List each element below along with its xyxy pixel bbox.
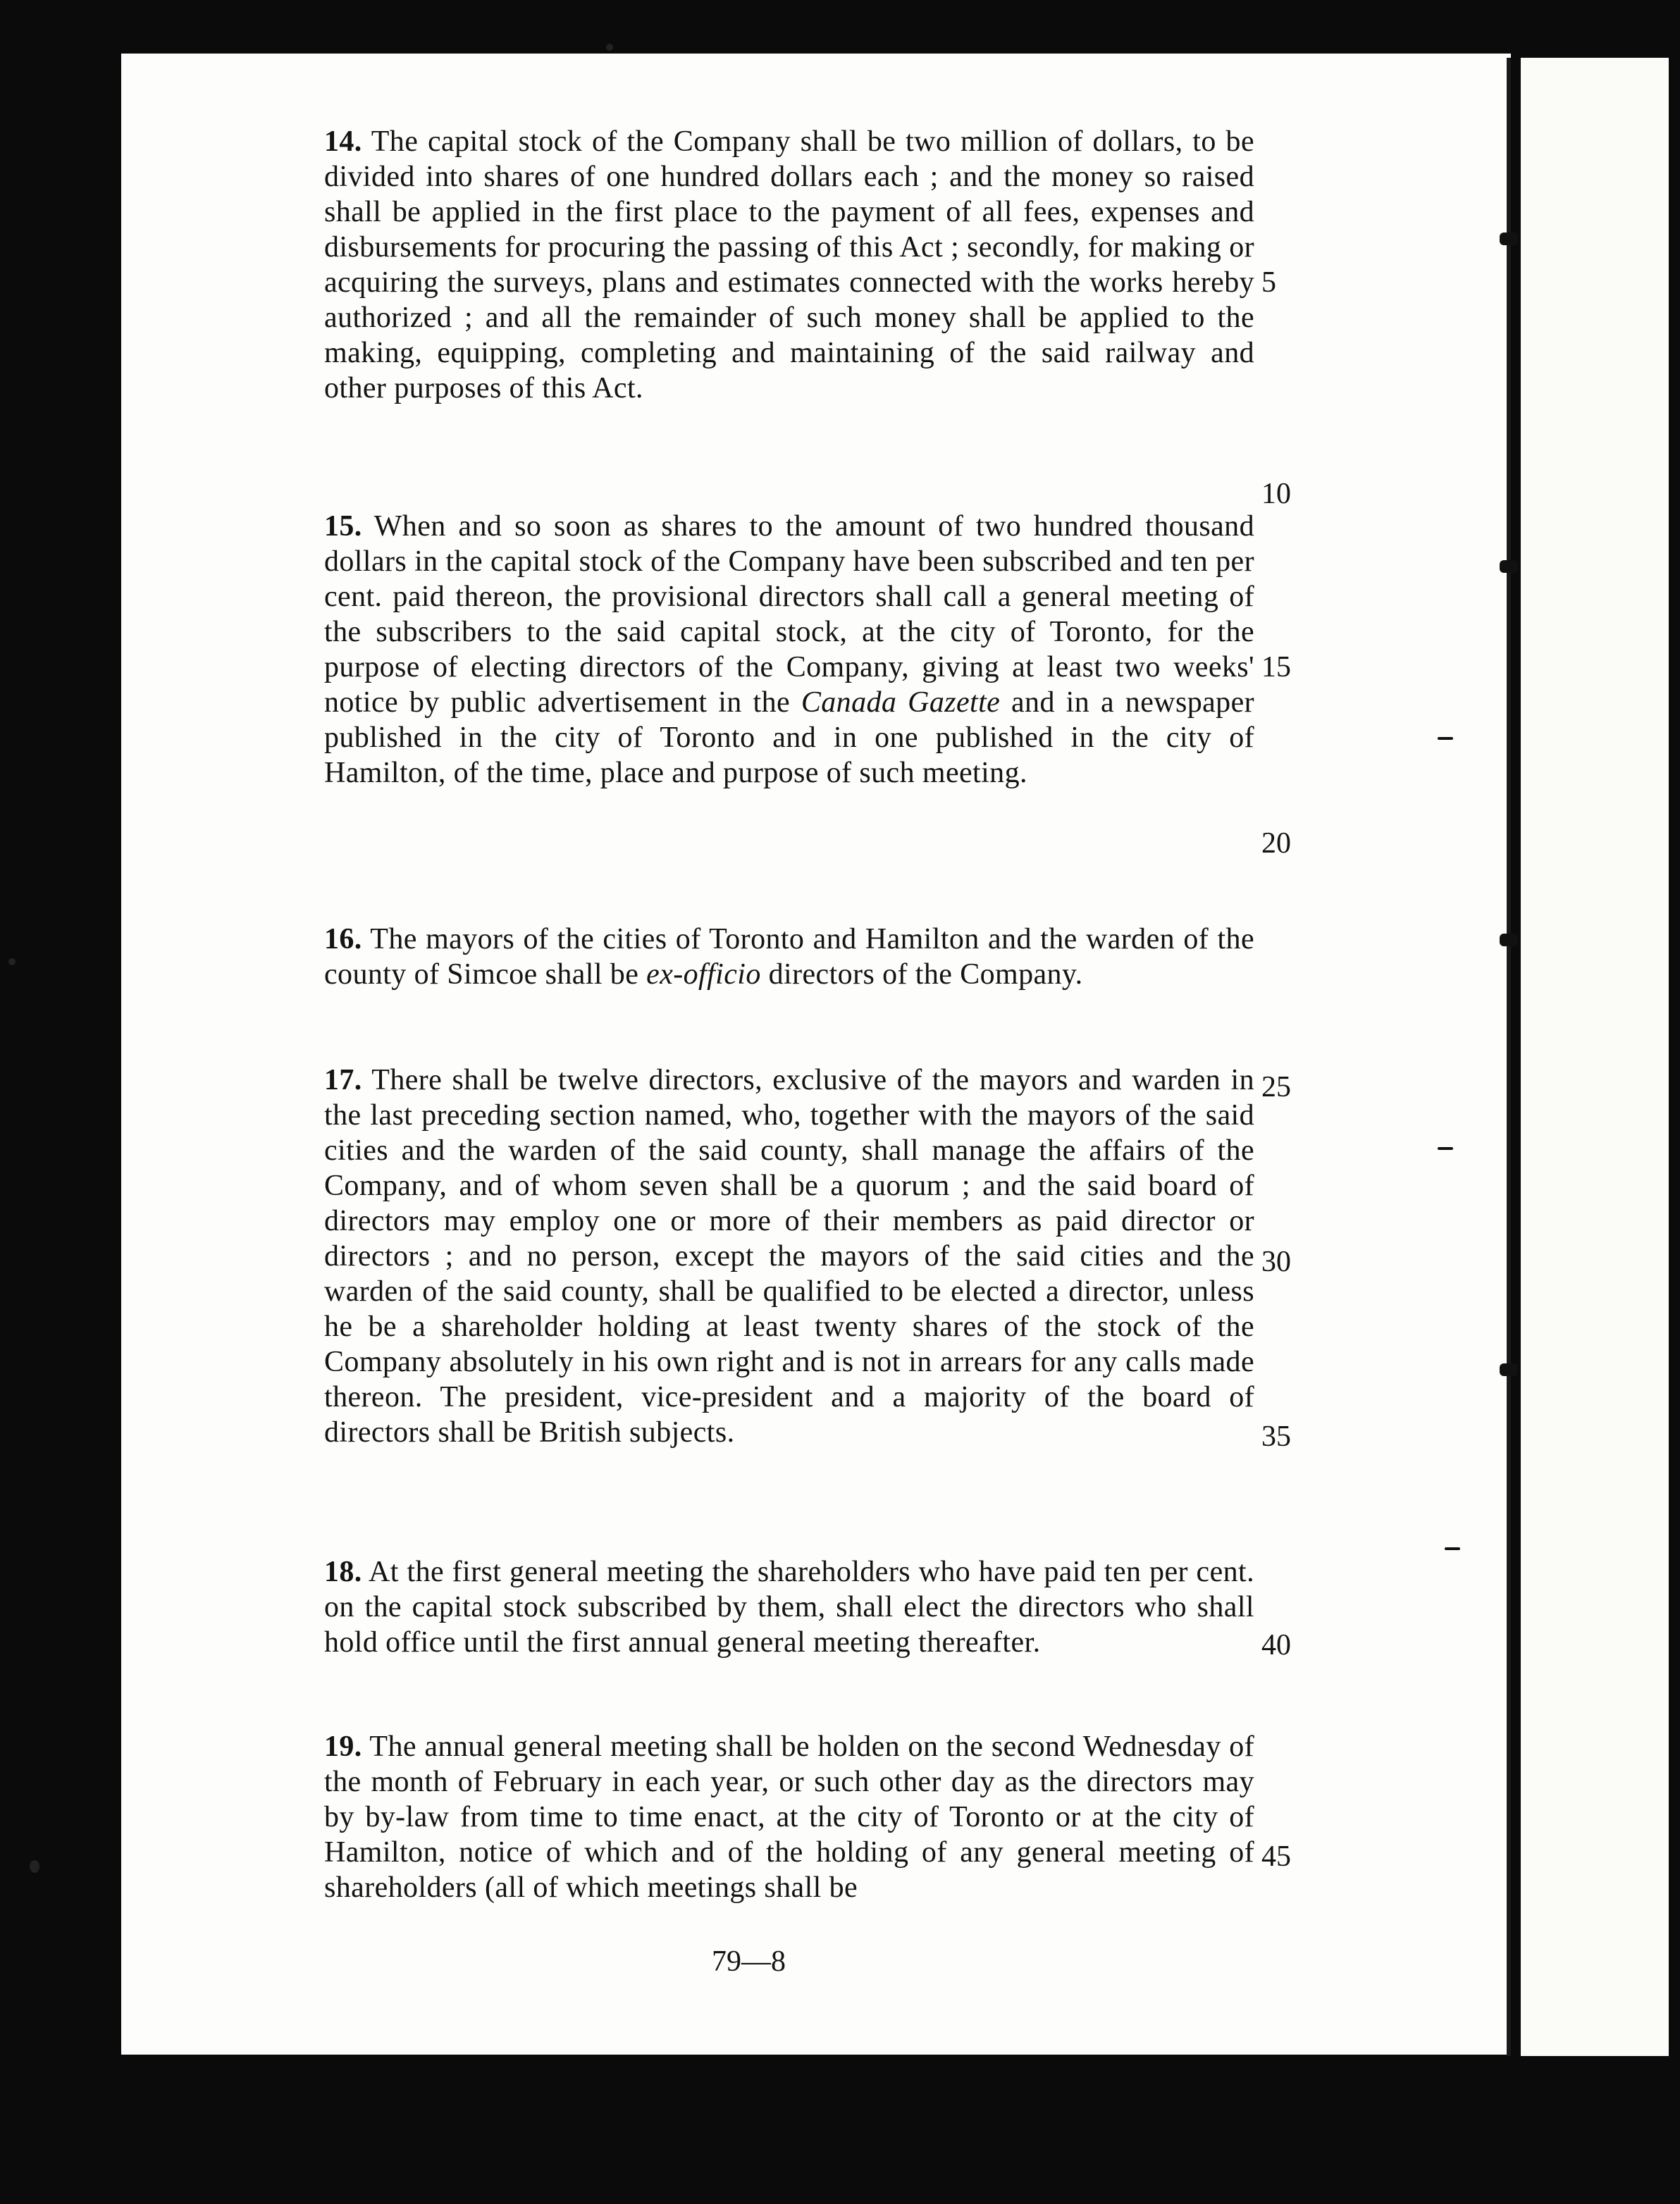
- binding-stitch: [1500, 1363, 1518, 1376]
- facing-page-strip: [1521, 58, 1669, 2056]
- section-18: [324, 1554, 1254, 1660]
- section-text: When and so soon as shares to the amount of two hundred thousand dollars in the capital stock of the Company have been subscribed and ten per cent. paid thereon, the provisional directors shall call a general meeting of the subscribers to the said capital stock, at the city of Toronto, for the purpose of electing directors of the Company, giving at least two weeks' notice by public advertisement in the: [324, 510, 1254, 719]
- section-text: The mayors of the cities of Toronto and Hamilton and the warden of the county of Simcoe shall be: [324, 923, 1254, 991]
- binding-stitch: [1500, 560, 1518, 573]
- section-number: 19.: [324, 1731, 362, 1763]
- section-text: The annual general meeting shall be holden on the second Wednesday of the month of February in each year, or such other day as the directors may by by-law from time to time enact, at the city of Toronto or at the city of Hamilton, notice of which and of the holding of any general meeting of shareholders (all of which meetings shall be: [324, 1731, 1254, 1904]
- binding-stitch: [1500, 934, 1518, 946]
- binding-line: [1507, 58, 1511, 2056]
- section-19: [324, 1729, 1254, 1905]
- scan-mark: [1438, 737, 1453, 740]
- section-number: 16.: [324, 923, 362, 955]
- section-number: 15.: [324, 510, 362, 543]
- scan-speck: [606, 44, 613, 51]
- binding-stitch: [1500, 233, 1518, 245]
- line-number: 45: [1261, 1840, 1291, 1873]
- section-text: There shall be twelve directors, exclusive of the mayors and warden in the last preceding section named, who, together with the mayors of the said cities and the warden of the said county, shall manage the affairs of the Company, and of whom seven shall be a quorum ; and the said board of directors may employ one or more of their members as paid director or directors ; and no person, except the mayors of the said cities and the warden of the said county, shall be qualified to be elected a director, unless he be a shareholder holding at least twenty shares of the stock of the Company absolutely in his own right and is not in arrears for any calls made thereon. The president, vice-president and a majority of the board of directors shall be British subjects.: [324, 1064, 1254, 1449]
- scan-mark: [1438, 1147, 1453, 1150]
- italic-title: Canada Gazette: [801, 686, 1001, 719]
- section-text: The capital stock of the Company shall be two million of dollars, to be divided into shares of one hundred dollars each ; and the money so raised shall be applied in the first place to the payment of all fees, expenses and disbursements for procuring the passing of this Act ; secondly, for making or acquiring the surveys, plans and estimates connected with the works hereby authorized ; and all the remainder of such money shall be applied to the making, equipping, completing and maintaining of the said railway and other purposes of this Act.: [324, 125, 1254, 404]
- section-text: directors of the Company.: [768, 958, 1083, 991]
- line-number: 25: [1261, 1071, 1291, 1103]
- section-16: [324, 922, 1254, 992]
- scan-speck: [8, 958, 16, 965]
- line-number: 5: [1261, 266, 1276, 299]
- line-number: 40: [1261, 1629, 1291, 1661]
- scan-mark: [1445, 1547, 1460, 1550]
- section-number: 14.: [324, 125, 362, 158]
- page-folio: 79—8: [712, 1945, 786, 1978]
- line-number: 10: [1261, 478, 1291, 510]
- section-number: 18.: [324, 1556, 362, 1588]
- section-17: [324, 1063, 1254, 1450]
- section-15: [324, 509, 1254, 791]
- section-number: 17.: [324, 1064, 362, 1096]
- line-number: 35: [1261, 1420, 1291, 1453]
- scan-speck: [30, 1860, 39, 1873]
- section-text: and in a newspaper published in the city of Toronto and in one published in the city of Hamilton, of the time, place and purpose of such meeting.: [324, 686, 1254, 789]
- section-14: [324, 124, 1254, 406]
- line-number: 15: [1261, 651, 1291, 683]
- line-number: 20: [1261, 827, 1291, 860]
- line-number: 30: [1261, 1246, 1291, 1278]
- section-text: At the first general meeting the shareholders who have paid ten per cent. on the capital stock subscribed by them, shall elect the directors who shall hold office until the first annual general meeting thereafter.: [324, 1556, 1254, 1659]
- italic-term: ex-officio: [646, 958, 761, 991]
